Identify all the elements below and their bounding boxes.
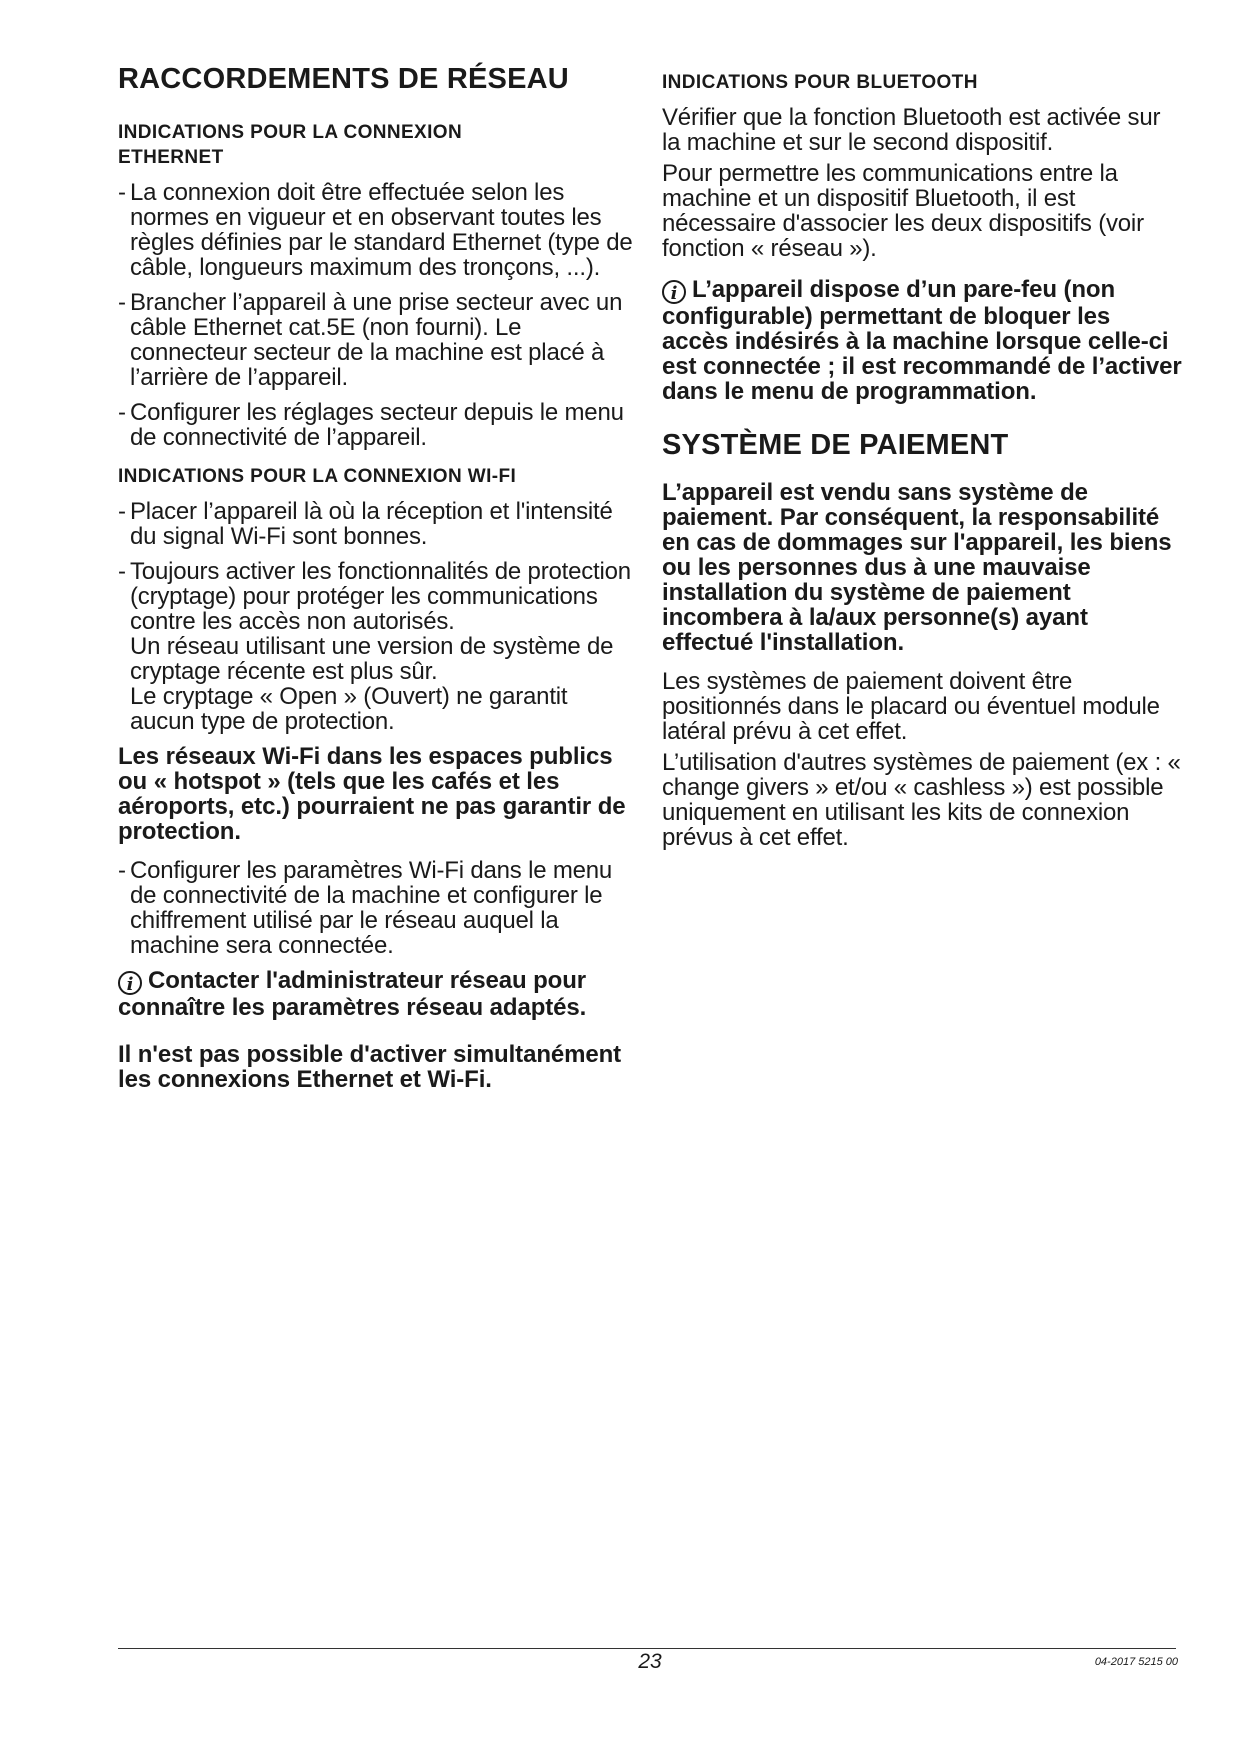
- info-circle-icon: i: [662, 280, 686, 304]
- ethernet-heading-line2: ETHERNET: [118, 147, 224, 168]
- wifi-config-list: [118, 858, 638, 958]
- wifi-item2-extra1: Un réseau utilisant une version de système de cryptage récente est plus sûr.: [130, 633, 614, 685]
- list-item: - La connexion doit être effectuée selon les normes en vigueur et en observant toutes les règles définies par le standard Ethernet (type de câble, longueurs maximum des tronçons, ...).: [118, 179, 633, 281]
- bluetooth-heading: INDICATIONS POUR BLUETOOTH: [662, 72, 978, 93]
- info-circle-icon: i: [118, 971, 142, 995]
- list-item: - Brancher l’appareil à une prise secteur avec un câble Ethernet cat.5E (non fourni). Le connecteur secteur de la machine est placé à l’arrière de l’appareil.: [118, 289, 623, 391]
- right-column: [662, 70, 1182, 856]
- dash-marker: -: [118, 558, 126, 585]
- dash-marker: -: [118, 289, 126, 316]
- section-title-payment: SYSTÈME DE PAIEMENT: [662, 429, 1009, 461]
- list-item: - Placer l’appareil là où la réception et l'intensité du signal Wi-Fi sont bonnes.: [118, 498, 613, 550]
- dash-marker: -: [118, 179, 126, 206]
- admin-note-text: Contacter l'administrateur réseau pour connaître les paramètres réseau adaptés.: [118, 967, 587, 1021]
- simultaneous-note: Il n'est pas possible d'activer simultanément les connexions Ethernet et Wi-Fi.: [118, 1041, 622, 1093]
- left-column: [118, 62, 638, 1106]
- bluetooth-paragraph-2: Pour permettre les communications entre la machine et un dispositif Bluetooth, il est nécessaire d'associer les deux dispositifs (voir fonction « réseau »).: [662, 160, 1144, 262]
- wifi-heading: INDICATIONS POUR LA CONNEXION WI-FI: [118, 466, 517, 487]
- wifi-warning: Les réseaux Wi-Fi dans les espaces publics ou « hotspot » (tels que les cafés et les aéroports, etc.) pourraient ne pas garantir de protection.: [118, 743, 626, 845]
- admin-note: [118, 968, 638, 1020]
- ethernet-heading-line1: INDICATIONS POUR LA CONNEXION: [118, 122, 463, 143]
- list-item: - Configurer les réglages secteur depuis le menu de connectivité de l’appareil.: [118, 399, 624, 451]
- list-item: - Toujours activer les fonctionnalités de protection (cryptage) pour protéger les communications contre les accès non autorisés. Un réseau utilisant une version de système de cryptage récente est plus sûr. Le cryptage « Open » (Ouvert) ne garantit aucun type de protection.: [118, 559, 638, 734]
- page-number: 23: [638, 1650, 662, 1673]
- wifi-item2-extra2: Le cryptage « Open » (Ouvert) ne garantit aucun type de protection.: [130, 683, 568, 735]
- document-code: 04-2017 5215 00: [1094, 1656, 1178, 1668]
- ethernet-list: [118, 180, 638, 450]
- section-title-network: RACCORDEMENTS DE RÉSEAU: [118, 63, 569, 95]
- ethernet-heading: [118, 120, 638, 170]
- firewall-note: [662, 277, 1182, 404]
- list-item: - Configurer les paramètres Wi-Fi dans le menu de connectivité de la machine et configurer le chiffrement utilisé par le réseau auquel la machine sera connectée.: [118, 857, 613, 959]
- dash-marker: -: [118, 498, 126, 525]
- dash-marker: -: [118, 399, 126, 426]
- footer-divider: [118, 1648, 1176, 1649]
- wifi-list: [118, 499, 638, 734]
- dash-marker: -: [118, 857, 126, 884]
- bluetooth-paragraph-1: Vérifier que la fonction Bluetooth est activée sur la machine et sur le second dispositif.: [662, 104, 1161, 156]
- firewall-note-text: L’appareil dispose d’un pare-feu (non configurable) permettant de bloquer les accès indésirés à la machine lorsque celle-ci est connectée ; il est recommandé de l’activer dans le menu de programmation.: [662, 276, 1182, 405]
- payment-paragraph-2: L’utilisation d'autres systèmes de paiement (ex : « change givers » et/ou « cashless ») est possible uniquement en utilisant les kits de connexion prévus à cet effet.: [662, 749, 1181, 851]
- payment-warning: L’appareil est vendu sans système de paiement. Par conséquent, la responsabilité en cas de dommages sur l'appareil, les biens ou les personnes dus à une mauvaise installation du système de paiement incombera à la/aux personne(s) ayant effectué l'installation.: [662, 479, 1172, 656]
- payment-paragraph-1: Les systèmes de paiement doivent être positionnés dans le placard ou éventuel module latéral prévu à cet effet.: [662, 668, 1160, 745]
